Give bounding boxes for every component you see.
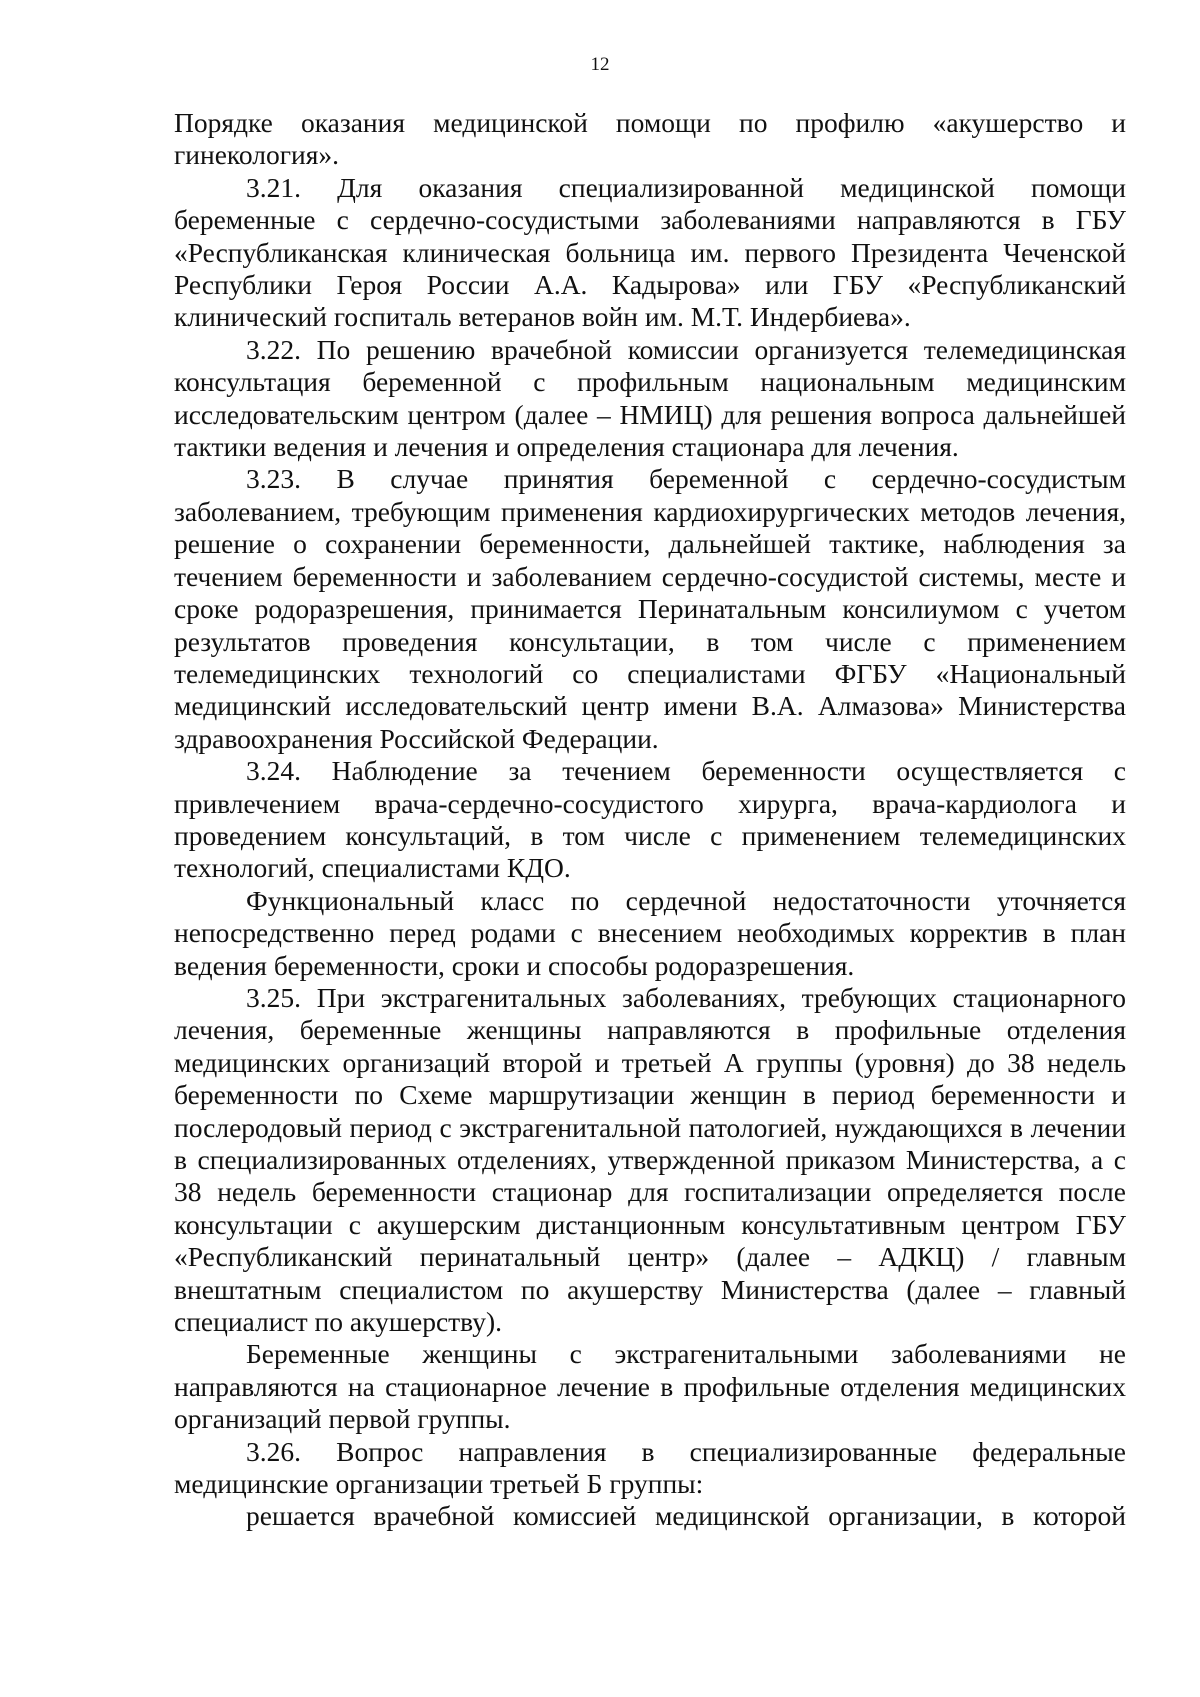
paragraph-3-21: 3.21. Для оказания специализированной медицинской помощи беременные с сердечно-сосудистыми заболеваниями направляются в ГБУ «Республиканская клиническая больница им. первого Президента Чеченской Республики Героя России А.А. Кадырова» или ГБУ «Республиканский клинический госпиталь ветеранов войн им. М.Т. Индербиева». (174, 171, 1126, 333)
paragraph-first-group: Беременные женщины с экстрагенитальными заболеваниями не направляются на стационарное лечение в профильные отделения медицинских организаций первой группы. (174, 1338, 1126, 1435)
paragraph-3-24: 3.24. Наблюдение за течением беременности осуществляется с привлечением врача-сердечно-сосудистого хирурга, врача-кардиолога и проведением консультаций, в том числе с применением телемедицинских технологий, специалистами КДО. (174, 755, 1126, 884)
paragraph-functional-class: Функциональный класс по сердечной недостаточности уточняется непосредственно перед родами с внесением необходимых корректив в план ведения беременности, сроки и способы родоразрешения. (174, 884, 1126, 981)
paragraph-continuation: Порядке оказания медицинской помощи по профилю «акушерство и гинекология». (174, 107, 1126, 171)
page-number: 12 (590, 54, 610, 75)
paragraph-3-25: 3.25. При экстрагенитальных заболеваниях, требующих стационарного лечения, беременные женщины направляются в профильные отделения медицинских организаций второй и третьей А группы (уровня) до 38 недель беременности по Схеме маршрутизации женщин в период беременности и послеродовый период с экстрагенитальной патологией, нуждающихся в лечении в специализированных отделениях, утвержденной приказом Министерства, а с 38 недель беременности стационар для госпитализации определяется после консультации с акушерским дистанционным консультативным центром ГБУ «Республиканский перинатальный центр» (далее – АДКЦ) / главным внештатным специалистом по акушерству Министерства (далее – главный специалист по акушерству). (174, 981, 1126, 1338)
paragraph-3-26: 3.26. Вопрос направления в специализированные федеральные медицинские организации третьей Б группы: (174, 1435, 1126, 1500)
document-body (174, 107, 1126, 1533)
paragraph-3-23: 3.23. В случае принятия беременной с сердечно-сосудистым заболеванием, требующим применения кардиохирургических методов лечения, решение о сохранении беременности, дальнейшей тактике, наблюдения за течением беременности и заболеванием сердечно-сосудистой системы, месте и сроке родоразрешения, принимается Перинатальным консилиумом с учетом результатов проведения консультации, в том числе с применением телемедицинских технологий со специалистами ФГБУ «Национальный медицинский исследовательский центр имени В.А. Алмазова» Министерства здравоохранения Российской Федерации. (174, 463, 1126, 754)
paragraph-3-22: 3.22. По решению врачебной комиссии организуется телемедицинская консультация беременной с профильным национальным медицинским исследовательским центром (далее – НМИЦ) для решения вопроса дальнейшей тактики ведения и лечения и определения стационара для лечения. (174, 333, 1126, 463)
paragraph-commission: решается врачебной комиссией медицинской организации, в которой (246, 1500, 1126, 1532)
